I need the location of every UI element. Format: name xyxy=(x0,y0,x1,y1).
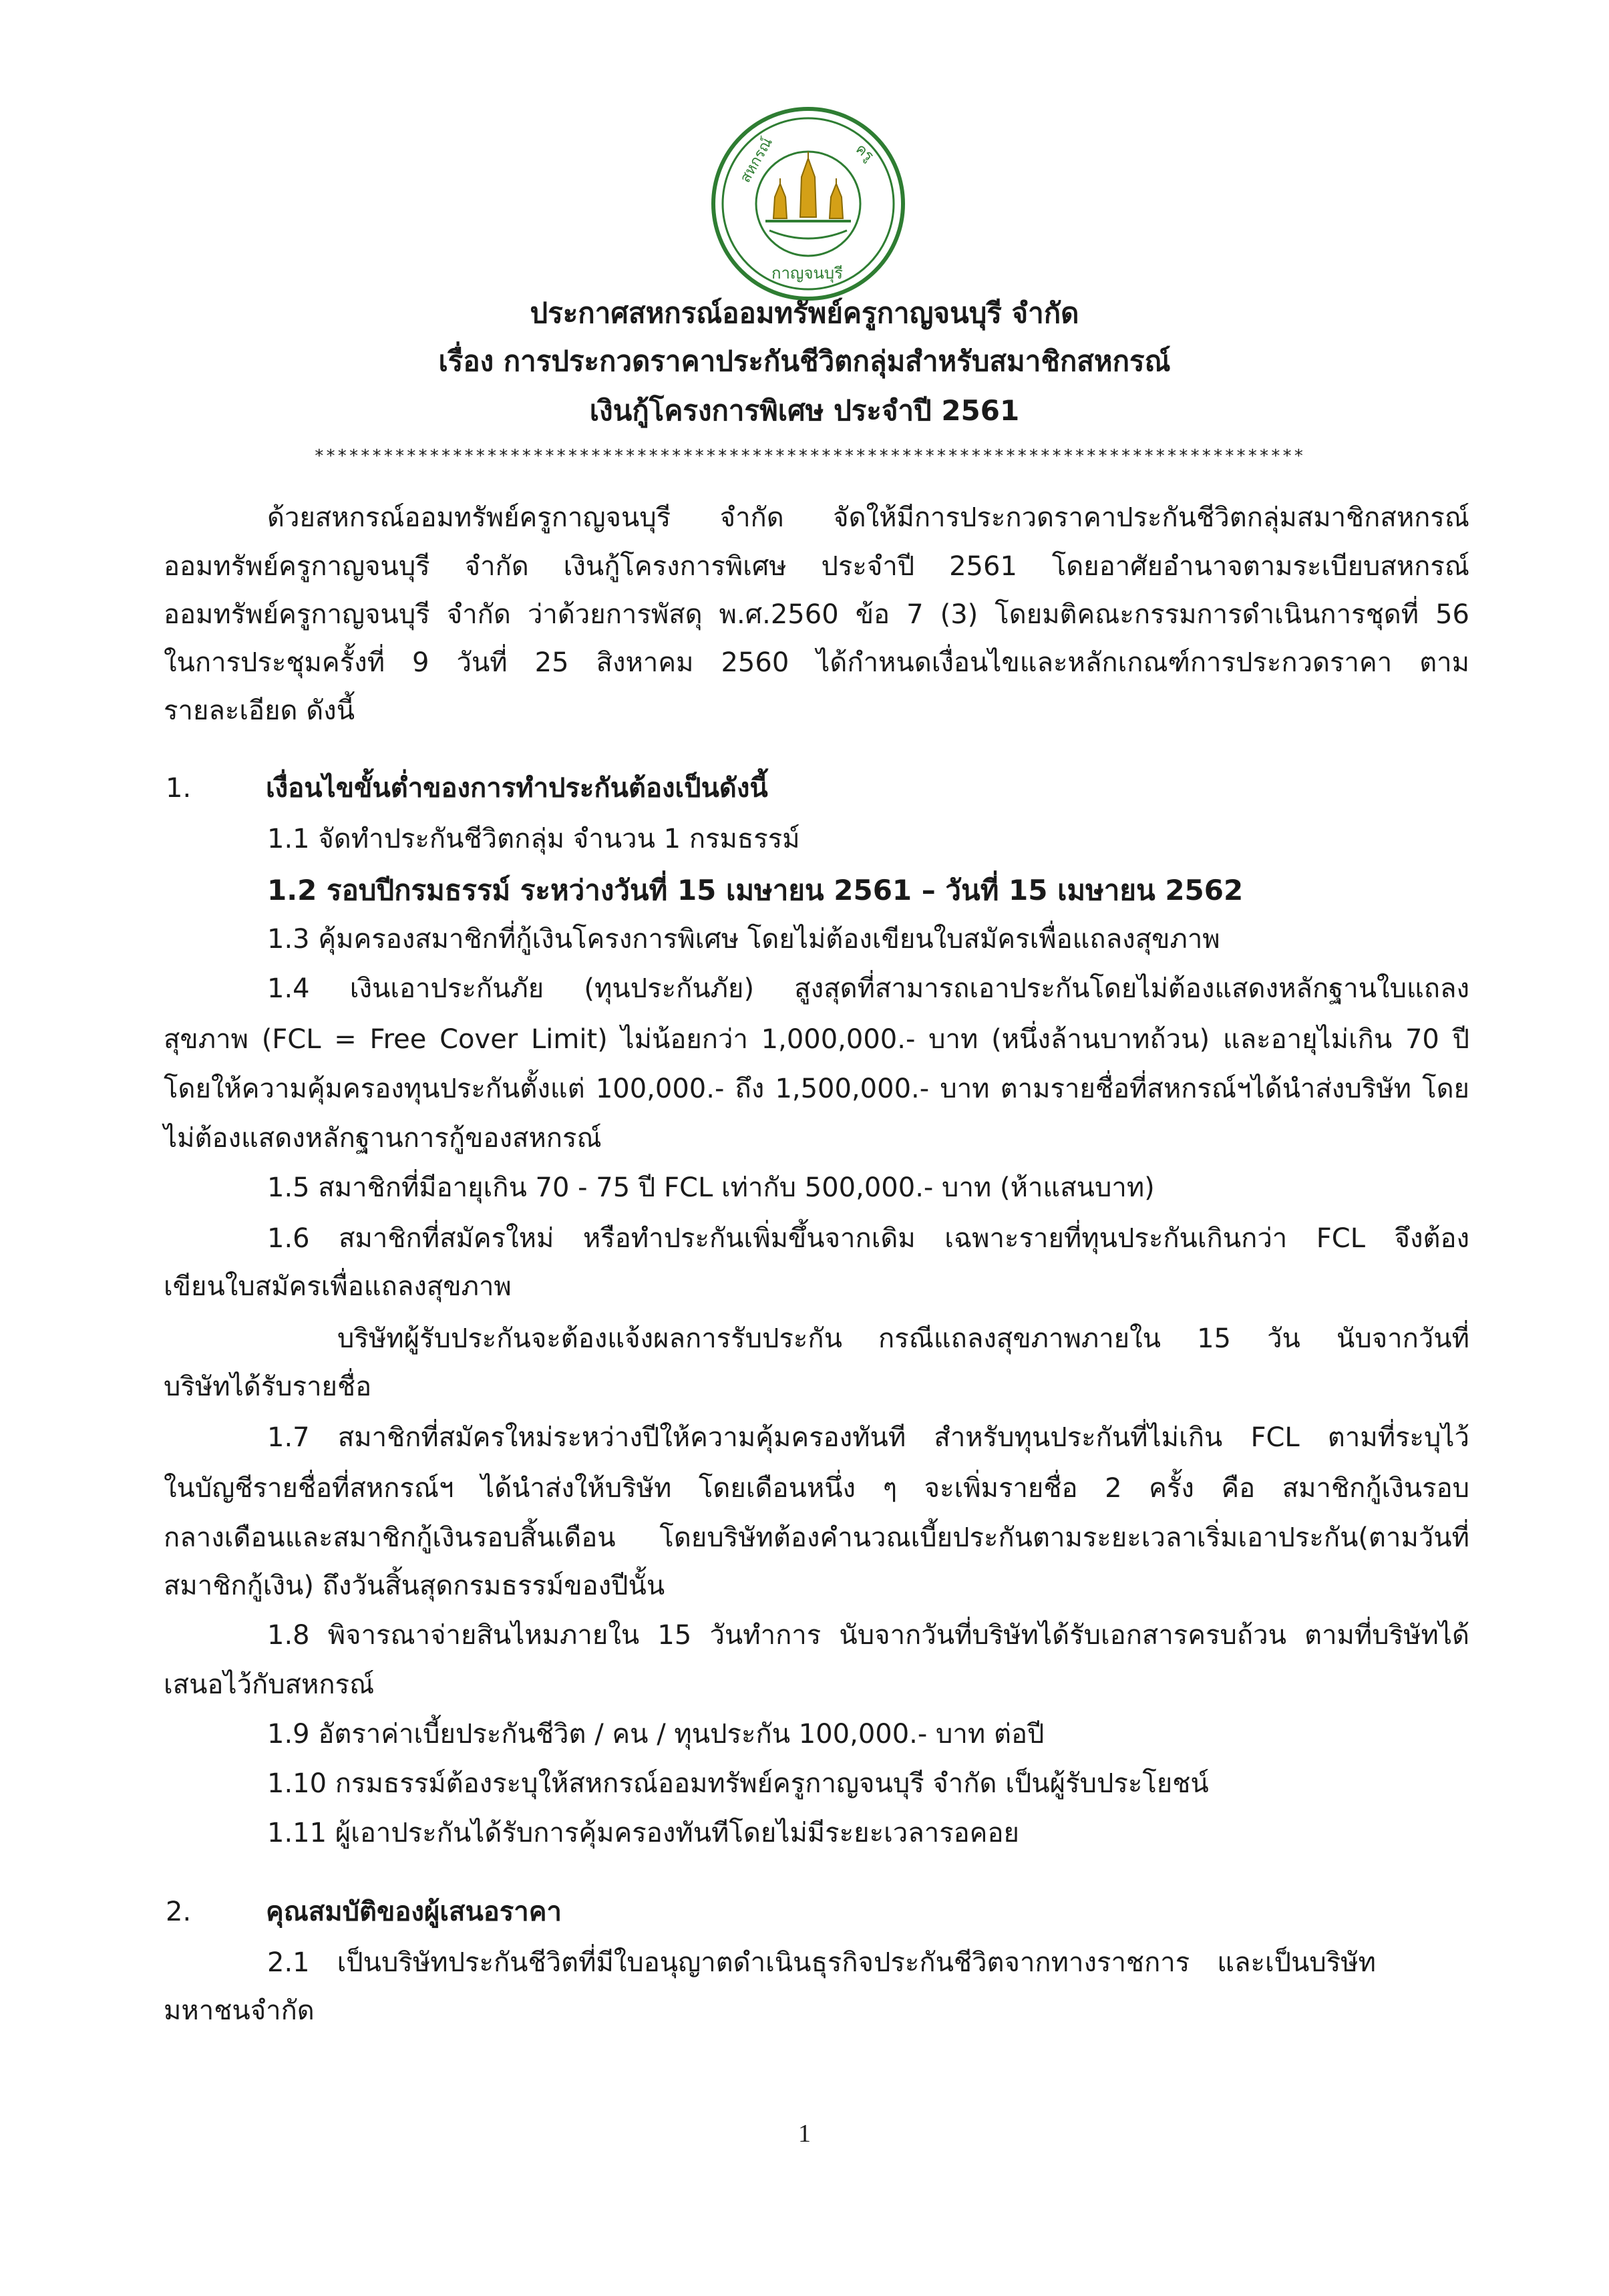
item-1-4-line-2: สุขภาพ (FCL = Free Cover Limit) ไม่น้อยกว่า 1,000,000.- บาท (หนึ่งล้านบาทถ้วน) และอายุไม่เกิน 70 ปี xyxy=(164,1024,1469,1055)
item-1-7-line-4: สมาชิกกู้เงิน) ถึงวันสิ้นสุดกรมธรรม์ของปีนั้น xyxy=(164,1571,665,1601)
intro-line-2: ออมทรัพย์ครูกาญจนบุรี จำกัด เงินกู้โครงการพิเศษ ประจำปี 2561 โดยอาศัยอำนาจตามระเบียบสหกรณ์ xyxy=(164,551,1469,582)
section-2-heading: คุณสมบัติของผู้เสนอราคา xyxy=(266,1897,562,1927)
item-1-8-line-2: เสนอไว้กับสหกรณ์ xyxy=(164,1669,375,1700)
section-2-number: 2. xyxy=(166,1897,192,1927)
announcement-subject: เรื่อง การประกวดราคาประกันชีวิตกลุ่มสำหรับสมาชิกสหกรณ์ xyxy=(438,345,1171,377)
intro-line-3: ออมทรัพย์ครูกาญจนบุรี จำกัด ว่าด้วยการพัสดุ พ.ศ.2560 ข้อ 7 (3) โดยมติคณะกรรมการดำเนินการชุดที่ 56 xyxy=(164,599,1469,630)
item-1-10: 1.10 กรมธรรม์ต้องระบุให้สหกรณ์ออมทรัพย์ครูกาญจนบุรี จำกัด เป็นผู้รับประโยชน์ xyxy=(267,1768,1209,1799)
item-1-1: 1.1 จัดทำประกันชีวิตกลุ่ม จำนวน 1 กรมธรรม์ xyxy=(267,824,800,854)
item-1-2: 1.2 รอบปีกรมธรรม์ ระหว่างวันที่ 15 เมษายน 2561 – วันที่ 15 เมษายน 2562 xyxy=(267,874,1244,907)
svg-text:ครู: ครู xyxy=(852,140,877,165)
item-1-6-note-line-2: บริษัทได้รับรายชื่อ xyxy=(164,1371,372,1402)
section-1-number: 1. xyxy=(166,773,192,804)
item-1-6-line-2: เขียนใบสมัครเพื่อแถลงสุขภาพ xyxy=(164,1271,512,1302)
item-2-1-line-2: มหาชนจำกัด xyxy=(164,1995,315,2026)
asterisk-divider: ************************************************************************************** xyxy=(314,446,1305,466)
item-1-7-line-1: 1.7 สมาชิกที่สมัครใหม่ระหว่างปีให้ความคุ้มครองทันที สำหรับทุนประกันที่ไม่เกิน FCL ตามที่ระบุไว้ xyxy=(267,1422,1469,1453)
announcement-title: ประกาศสหกรณ์ออมทรัพย์ครูกาญจนบุรี จำกัด xyxy=(530,297,1079,329)
intro-line-4: ในการประชุมครั้งที่ 9 วันที่ 25 สิงหาคม 2560 ได้กำหนดเงื่อนไขและหลักเกณฑ์การประกวดราคา ตาม xyxy=(164,647,1469,678)
item-1-7-line-3: กลางเดือนและสมาชิกกู้เงินรอบสิ้นเดือน โดยบริษัทต้องคำนวณเบี้ยประกันตามระยะเวลาเริ่มเอาประกัน(ตามวันที่ xyxy=(164,1522,1469,1553)
item-1-5: 1.5 สมาชิกที่มีอายุเกิน 70 - 75 ปี FCL เท่ากับ 500,000.- บาท (ห้าแสนบาท) xyxy=(267,1172,1155,1203)
section-1-heading: เงื่อนไขขั้นต่ำของการทำประกันต้องเป็นดังนี้ xyxy=(266,773,768,804)
item-2-1-line-1: 2.1 เป็นบริษัทประกันชีวิตที่มีใบอนุญาตดำเนินธุรกิจประกันชีวิตจากทางราชการ และเป็นบริษัท xyxy=(267,1947,1376,1978)
announcement-subtitle: เงินกู้โครงการพิเศษ ประจำปี 2561 xyxy=(589,394,1020,427)
item-1-6-line-1: 1.6 สมาชิกที่สมัครใหม่ หรือทำประกันเพิ่มขึ้นจากเดิม เฉพาะรายที่ทุนประกันเกินกว่า FCL จึงต้อง xyxy=(267,1223,1469,1254)
intro-line-5: รายละเอียด ดังนี้ xyxy=(164,695,355,726)
item-1-4-line-4: ไม่ต้องแสดงหลักฐานการกู้ของสหกรณ์ xyxy=(164,1123,602,1154)
item-1-11: 1.11 ผู้เอาประกันได้รับการคุ้มครองทันทีโดยไม่มีระยะเวลารอคอย xyxy=(267,1818,1019,1848)
svg-text:สหกรณ์: สหกรณ์ xyxy=(737,134,776,186)
cooperative-seal-logo xyxy=(708,104,908,304)
item-1-4-line-3: โดยให้ความคุ้มครองทุนประกันตั้งแต่ 100,000.- ถึง 1,500,000.- บาท ตามรายชื่อที่สหกรณ์ฯได้นำส่งบริษัท โดย xyxy=(164,1074,1469,1104)
item-1-8-line-1: 1.8 พิจารณาจ่ายสินไหมภายใน 15 วันทำการ นับจากวันที่บริษัทได้รับเอกสารครบถ้วน ตามที่บริษัทได้ xyxy=(267,1620,1469,1651)
page-number: 1 xyxy=(798,2120,811,2148)
intro-line-1: ด้วยสหกรณ์ออมทรัพย์ครูกาญจนบุรี จำกัด จัดให้มีการประกวดราคาประกันชีวิตกลุ่มสมาชิกสหกรณ์ xyxy=(267,502,1469,533)
item-1-9: 1.9 อัตราค่าเบี้ยประกันชีวิต / คน / ทุนประกัน 100,000.- บาท ต่อปี xyxy=(267,1719,1045,1750)
item-1-7-line-2: ในบัญชีรายชื่อที่สหกรณ์ฯ ได้นำส่งให้บริษัท โดยเดือนหนึ่ง ๆ จะเพิ่มรายชื่อ 2 ครั้ง คือ สมาชิกกู้เงินรอบ xyxy=(164,1473,1469,1504)
item-1-4-line-1: 1.4 เงินเอาประกันภัย (ทุนประกันภัย) สูงสุดที่สามารถเอาประกันโดยไม่ต้องแสดงหลักฐานใบแถลง xyxy=(267,973,1469,1004)
item-1-6-note-line-1: บริษัทผู้รับประกันจะต้องแจ้งผลการรับประกัน กรณีแถลงสุขภาพภายใน 15 วัน นับจากวันที่ xyxy=(337,1323,1469,1354)
svg-text:กาญจนบุรี: กาญจนบุรี xyxy=(771,264,844,283)
item-1-3: 1.3 คุ้มครองสมาชิกที่กู้เงินโครงการพิเศษ โดยไม่ต้องเขียนใบสมัครเพื่อแถลงสุขภาพ xyxy=(267,924,1220,955)
